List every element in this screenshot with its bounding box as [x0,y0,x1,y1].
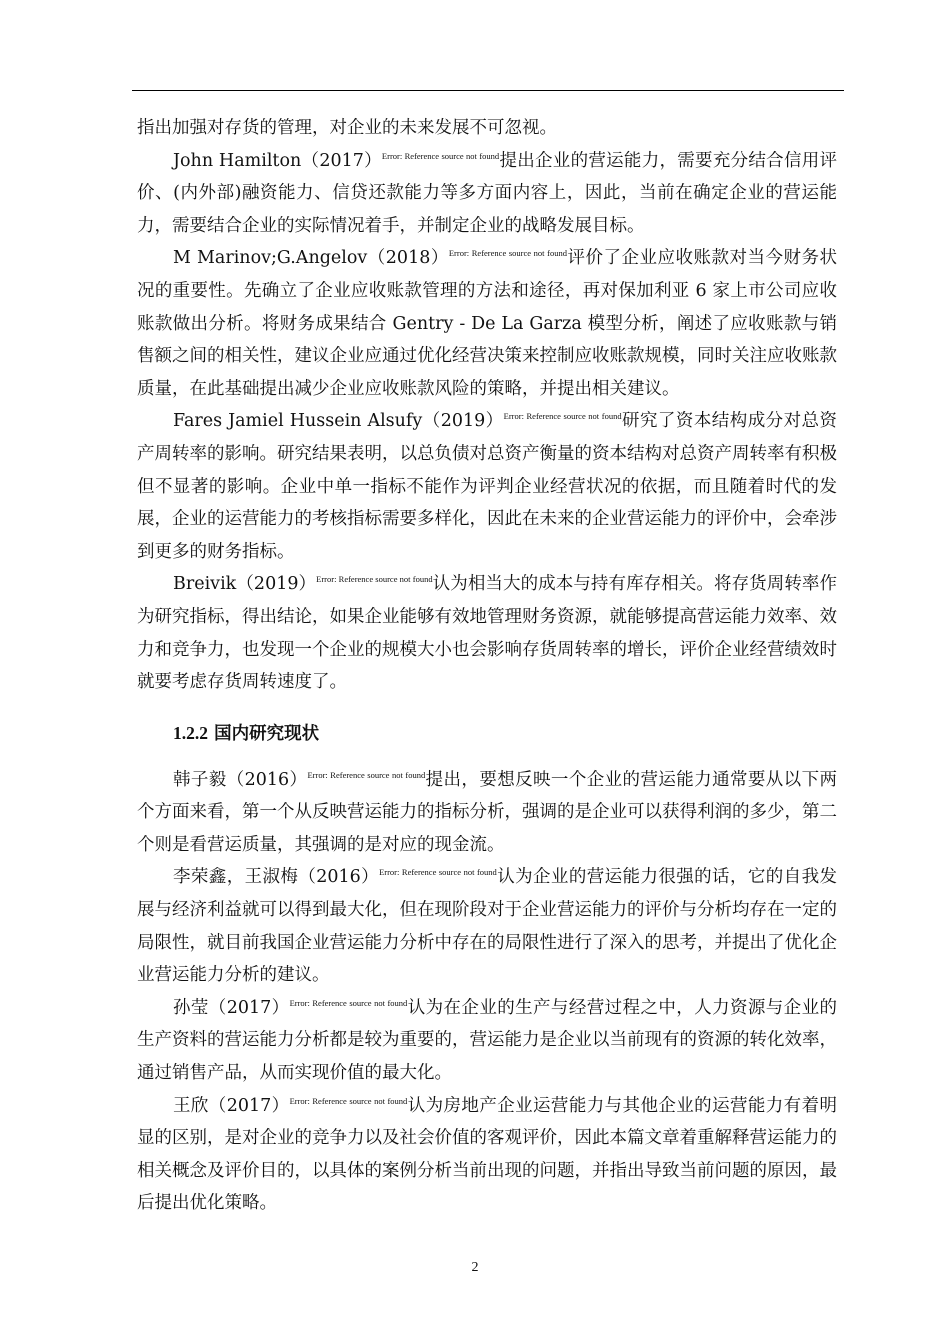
section-heading [173,717,837,750]
paragraph [137,764,837,862]
paragraph-text: 提出，要想反映一个企业的营运能力通常要从以下两个方面来看，第一个从反映营运能力的指标分析，强调的是企业可以获得利润的多少，第二个则是看营运质量，其强调的是对应的现金流。 [137,769,837,855]
paragraph [137,861,837,991]
citation-author: 李荣鑫，王淑梅（2016） [173,867,380,888]
paragraph [137,145,837,243]
page-number: 2 [471,1260,479,1275]
reference-error-note: Error: Reference source not found [307,769,426,780]
paragraph [137,242,837,405]
paragraph-text: 认为在企业的生产与经营过程之中，人力资源与企业的生产资料的营运能力分析都是较为重要的，营运能力是企业以当前现有的资源的转化效率，通过销售产品，从而实现价值的最大化。 [137,997,837,1084]
section-number: 1.2.2 [173,722,208,743]
citation-author: 孙莹（2017） [173,997,290,1018]
paragraph-text: 评价了企业应收账款对当今财务状况的重要性。先确立了企业应收账款管理的方法和途径，再对保加利亚 6 家上市公司应收账款做出分析。将财务成果结合 Gentry - De La Garza 模型分析，阐述了应收账款与销售额之间的相关性，建议企业应通过优化经营决策来控制应收账款规模，同时关注应收账款质量，在此基础提出减少企业应收账款风险的策略，并提出相关建议。 [137,248,837,399]
paragraph [137,992,837,1090]
reference-error-note: Error: Reference source not found [503,411,622,422]
paragraph-text: 认为房地产企业运营能力与其他企业的运营能力有着明显的区别，是对企业的竞争力以及社会价值的客观评价，因此本篇文章着重解释营运能力的相关概念及评价目的，以具体的案例分析当前出现的问题，并指出导致当前问题的原因，最后提出优化策略。 [137,1095,837,1214]
paragraph [137,405,837,568]
header-rule [132,90,844,91]
citation-author: Fares Jamiel Hussein Alsufy（2019） [173,411,504,432]
reference-error-note: Error: Reference source not found [316,574,433,585]
reference-error-note: Error: Reference source not found [448,248,567,259]
citation-author: 韩子毅（2016） [173,769,308,790]
reference-error-note: Error: Reference source not found [289,997,408,1008]
paragraph-text: 认为企业的营运能力很强的话，它的自我发展与经济利益就可以得到最大化，但在现阶段对于企业营运能力的评价与分析均存在一定的局限性，就目前我国企业营运能力分析中存在的局限性进行了深入的思考，并提出了优化企业营运能力分析的建议。 [137,867,837,986]
international-research-section [137,112,837,699]
paragraph-text: 指出加强对存货的管理，对企业的未来发展不可忽视。 [137,118,557,138]
section-title: 国内研究现状 [214,723,320,744]
paragraph [137,112,837,145]
citation-author: M Marinov;G.Angelov（2018） [173,248,449,269]
domestic-research-section [137,764,837,1220]
paragraph-text: 研究了资本结构成分对总资产周转率的影响。研究结果表明，以总负债对总资产衡量的资本结构对总资产周转率有积极但不显著的影响。企业中单一指标不能作为评判企业经营状况的依据，而且随着时代的发展，企业的运营能力的考核指标需要多样化，因此在未来的企业营运能力的评价中，会牵涉到更多的财务指标。 [137,411,837,562]
paragraph [137,568,837,698]
reference-error-note: Error: Reference source not found [289,1095,408,1106]
document-body [137,112,837,1220]
paragraph-text: 提出企业的营运能力，需要充分结合信用评价、(内外部)融资能力、信贷还款能力等多方面内容上，因此，当前在确定企业的营运能力，需要结合企业的实际情况着手，并制定企业的战略发展目标。 [137,150,838,236]
citation-author: John Hamilton（2017） [173,150,382,171]
citation-author: 王欣（2017） [173,1095,290,1116]
paragraph-text: 认为相当大的成本与持有库存相关。将存货周转率作为研究指标，得出结论，如果企业能够有效地管理财务资源，就能够提高营运能力效率、效力和竞争力，也发现一个企业的规模大小也会影响存货周转率的增长，评价企业经营绩效时就要考虑存货周转速度了。 [137,574,837,693]
reference-error-note: Error: Reference source not found [381,150,500,161]
citation-author: Breivik（2019） [173,574,317,595]
reference-error-note: Error: Reference source not found [379,867,497,878]
paragraph [137,1090,837,1220]
